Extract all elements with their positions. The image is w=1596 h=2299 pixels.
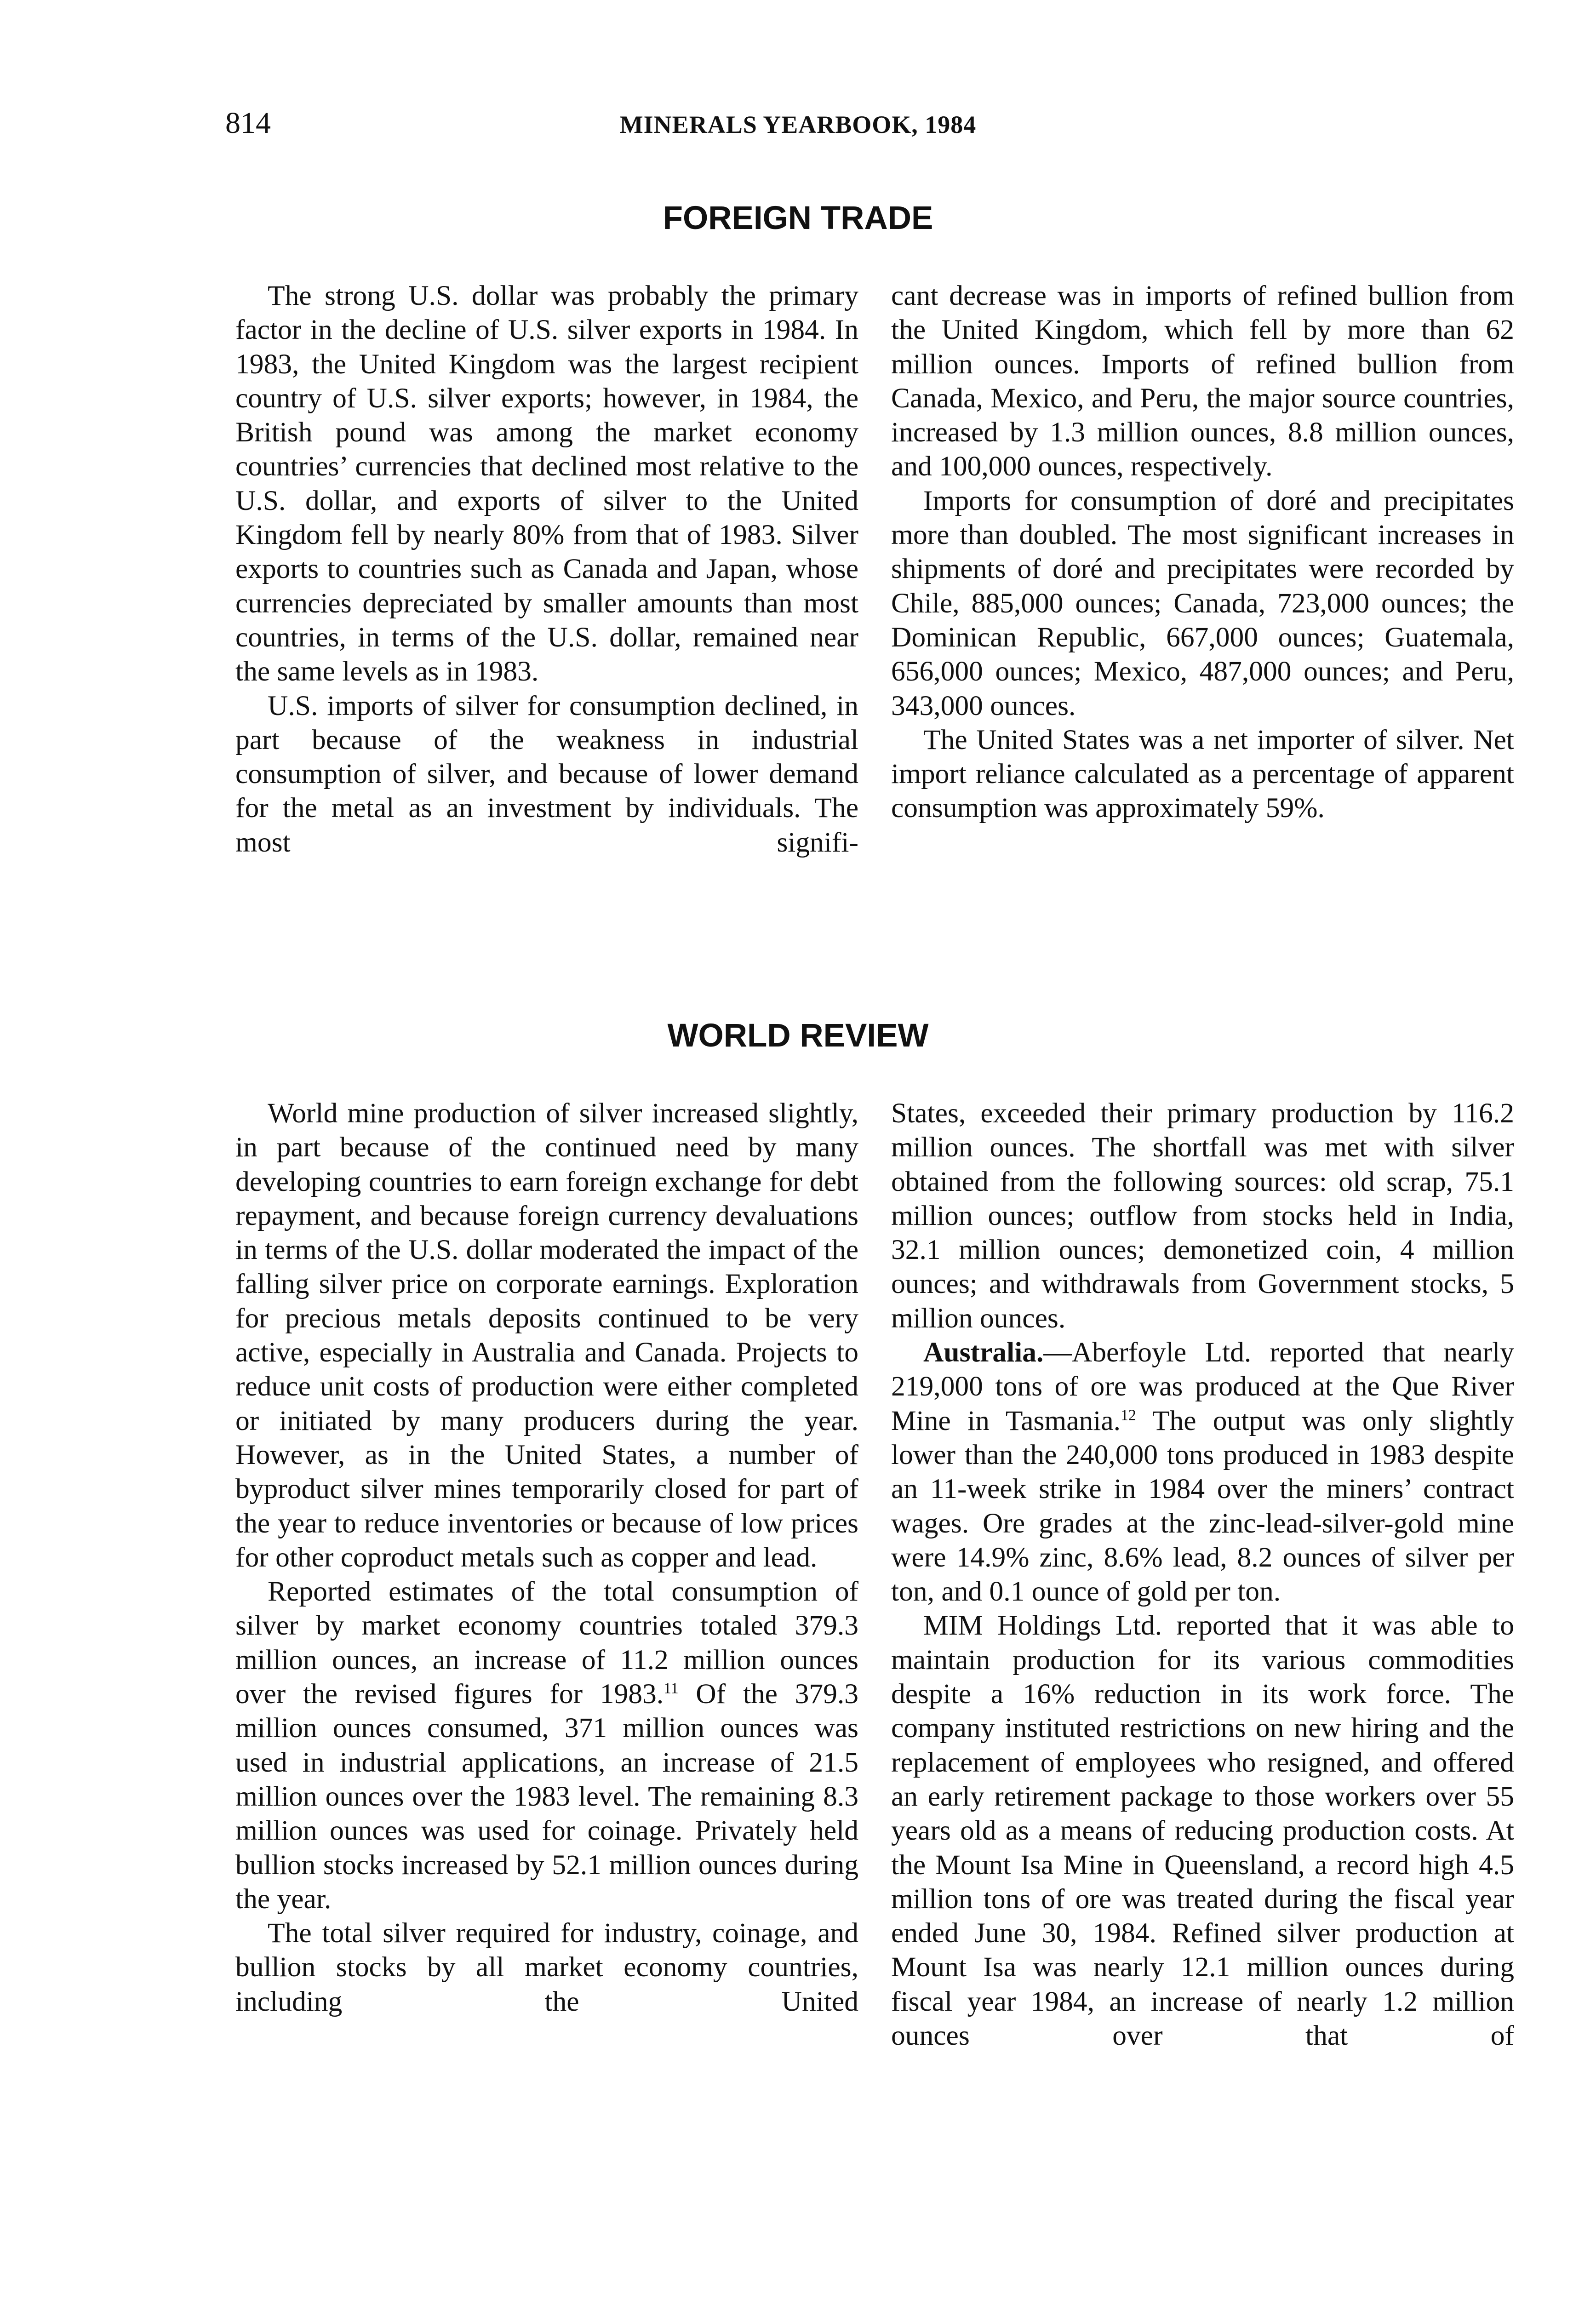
world-review-paragraph-4: [891, 1335, 1514, 1608]
world-review-right-column: [891, 1096, 1514, 2053]
foreign-trade-paragraph-2-start: U.S. imports of silver for consumption declined, in part because of the weakness in industrial consumption of silver, and because of lower demand for the metal as an investment by individuals. The most signifi-: [235, 690, 858, 858]
world-review-paragraph-4-text-a: —Aberfoyle Ltd. reported that nearly 219,000 tons of ore was produced at the Que River Mine in Tasmania.: [891, 1337, 1514, 1436]
foreign-trade-paragraph-2-end: cant decrease was in imports of refined bullion from the United Kingdom, which fell by more than 62 million ounces. Imports of refined bullion from Canada, Mexico, and Peru, the major source countries, increased by 1.3 million ounces, 8.8 million ounces, and 100,000 ounces, respectively.: [891, 280, 1514, 482]
page-number: 814: [225, 106, 271, 140]
australia-lead: Australia.: [923, 1337, 1044, 1368]
world-review-left-column: [235, 1096, 858, 2019]
foreign-trade-paragraph-4: The United States was a net importer of silver. Net import reliance calculated as a percentage of apparent consumption was approximately 59%.: [891, 724, 1514, 824]
world-review-paragraph-2-text-b: Of the 379.3 million ounces consumed, 371 million ounces was used in industrial applications, an increase of 21.5 million ounces over the 1983 level. The remaining 8.3 million ounces was used for coinage. Privately held bullion stocks increased by 52.1 million ounces during the year.: [235, 1678, 858, 1915]
world-review-paragraph-2: [235, 1574, 858, 1916]
foreign-trade-left-column: [235, 279, 858, 859]
world-review-paragraph-3-end: States, exceeded their primary production by 116.2 million ounces. The shortfall was met with silver obtained from the following sources: old scrap, 75.1 million ounces; outflow from stocks held in India, 32.1 million ounces; demonetized coin, 4 million ounces; and withdrawals from Government stocks, 5 million ounces.: [891, 1098, 1514, 1334]
world-review-paragraph-4-text-b: The output was only slightly lower than the 240,000 tons produced in 1983 despite an 11-week strike in 1984 over the miners’ contract wages. Ore grades at the zinc-lead-silver-gold mine were 14.9% zinc, 8.6% lead, 8.2 ounces of silver per ton, and 0.1 ounce of gold per ton.: [891, 1405, 1514, 1607]
running-title: MINERALS YEARBOOK, 1984: [619, 111, 977, 138]
foreign-trade-right-column: [891, 279, 1514, 825]
foreign-trade-heading: FOREIGN TRADE: [663, 200, 933, 236]
foreign-trade-paragraph-3: Imports for consumption of doré and precipitates more than doubled. The most significant increases in shipments of doré and precipitates were recorded by Chile, 885,000 ounces; Canada, 723,000 ounces; the Dominican Republic, 667,000 ounces; Guatemala, 656,000 ounces; Mexico, 487,000 ounces; and Peru, 343,000 ounces.: [891, 485, 1514, 721]
footnote-ref-11[interactable]: 11: [664, 1680, 679, 1697]
world-review-paragraph-2-text-a: Reported estimates of the total consumption of silver by market economy countries totaled 379.3 million ounces, an increase of 11.2 million ounces over the revised figures for 1983.: [235, 1576, 858, 1710]
world-review-paragraph-3-start: The total silver required for industry, coinage, and bullion stocks by all market economy countries, including the United: [235, 1917, 858, 2017]
foreign-trade-paragraph-1: The strong U.S. dollar was probably the primary factor in the decline of U.S. silver exports in 1984. In 1983, the United Kingdom was the largest recipient country of U.S. silver exports; however, in 1984, the British pound was among the market economy countries’ currencies that declined most relative to the U.S. dollar, and exports of silver to the United Kingdom fell by nearly 80% from that of 1983. Silver exports to countries such as Canada and Japan, whose currencies depreciated by smaller amounts than most countries, in terms of the U.S. dollar, remained near the same levels as in 1983.: [235, 280, 858, 687]
world-review-heading: WORLD REVIEW: [667, 1018, 929, 1054]
world-review-paragraph-5: MIM Holdings Ltd. reported that it was able to maintain production for its various commodities despite a 16% reduction in its work force. The company instituted restrictions on new hiring and the replacement of employees who resigned, and offered an early retirement package to those workers over 55 years old as a means of reducing production costs. At the Mount Isa Mine in Queensland, a record high 4.5 million tons of ore was treated during the fiscal year ended June 30, 1984. Refined silver production at Mount Isa was nearly 12.1 million ounces during fiscal year 1984, an increase of nearly 1.2 million ounces over that of: [891, 1610, 1514, 2052]
world-review-paragraph-1: World mine production of silver increased slightly, in part because of the continued need by many developing countries to earn foreign exchange for debt repayment, and because foreign currency devaluations in terms of the U.S. dollar moderated the impact of the falling silver price on corporate earnings. Exploration for precious metals deposits continued to be very active, especially in Australia and Canada. Projects to reduce unit costs of production were either completed or initiated by many producers during the year. However, as in the United States, a number of byproduct silver mines temporarily closed for part of the year to reduce inventories or because of low prices for other coproduct metals such as copper and lead.: [235, 1098, 858, 1573]
footnote-ref-12[interactable]: 12: [1121, 1407, 1136, 1424]
